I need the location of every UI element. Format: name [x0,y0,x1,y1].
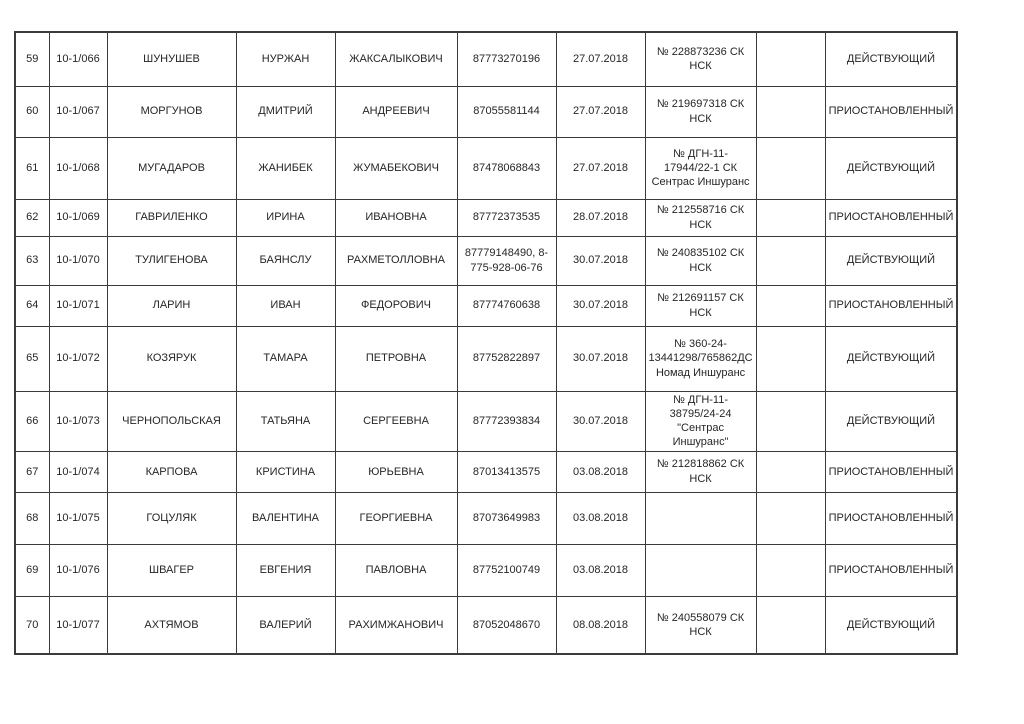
cell-phone: 87055581144 [457,86,556,137]
cell-phone: 87773270196 [457,32,556,86]
cell-status: ДЕЙСТВУЮЩИЙ [825,137,957,199]
cell-empty-note [756,236,825,285]
cell-insurance-contract [645,492,756,544]
cell-registry-id: 10-1/075 [49,492,107,544]
cell-empty-note [756,451,825,492]
cell-phone: 87772393834 [457,391,556,451]
cell-insurance-contract: № 212558716 СК НСК [645,199,756,236]
cell-date: 27.07.2018 [556,86,645,137]
table-row [15,285,957,326]
cell-empty-note [756,137,825,199]
cell-row-number: 64 [15,285,49,326]
cell-last-name: ШУНУШЕВ [107,32,236,86]
cell-status: ДЕЙСТВУЮЩИЙ [825,391,957,451]
cell-status: ПРИОСТАНОВЛЕННЫЙ [825,86,957,137]
cell-patronymic: ПЕТРОВНА [335,326,457,391]
cell-insurance-contract: № 219697318 СК НСК [645,86,756,137]
cell-date: 03.08.2018 [556,451,645,492]
cell-last-name: ГАВРИЛЕНКО [107,199,236,236]
cell-phone: 87779148490, 8-775-928-06-76 [457,236,556,285]
cell-row-number: 69 [15,544,49,596]
cell-insurance-contract: № 360-24-13441298/765862ДС Номад Иншуранс [645,326,756,391]
cell-last-name: ЛАРИН [107,285,236,326]
table-row [15,326,957,391]
cell-insurance-contract: № ДГН-11-38795/24-24 "Сентрас Иншуранс" [645,391,756,451]
cell-patronymic: СЕРГЕЕВНА [335,391,457,451]
cell-first-name: ВАЛЕНТИНА [236,492,335,544]
cell-date: 30.07.2018 [556,285,645,326]
cell-first-name: КРИСТИНА [236,451,335,492]
cell-status: ПРИОСТАНОВЛЕННЫЙ [825,544,957,596]
table-row [15,391,957,451]
cell-registry-id: 10-1/073 [49,391,107,451]
cell-first-name: ЕВГЕНИЯ [236,544,335,596]
cell-registry-id: 10-1/069 [49,199,107,236]
cell-registry-id: 10-1/071 [49,285,107,326]
cell-first-name: БАЯНСЛУ [236,236,335,285]
cell-phone: 87073649983 [457,492,556,544]
registry-table [14,31,958,655]
cell-registry-id: 10-1/074 [49,451,107,492]
cell-phone: 87752100749 [457,544,556,596]
cell-first-name: ЖАНИБЕК [236,137,335,199]
cell-first-name: ТАТЬЯНА [236,391,335,451]
cell-row-number: 68 [15,492,49,544]
cell-empty-note [756,86,825,137]
cell-row-number: 59 [15,32,49,86]
cell-registry-id: 10-1/070 [49,236,107,285]
cell-first-name: ВАЛЕРИЙ [236,596,335,654]
cell-row-number: 67 [15,451,49,492]
cell-status: ПРИОСТАНОВЛЕННЫЙ [825,492,957,544]
cell-date: 03.08.2018 [556,544,645,596]
cell-registry-id: 10-1/077 [49,596,107,654]
cell-patronymic: ФЕДОРОВИЧ [335,285,457,326]
cell-empty-note [756,199,825,236]
cell-insurance-contract: № 240835102 СК НСК [645,236,756,285]
cell-phone: 87052048670 [457,596,556,654]
table-row [15,451,957,492]
table-row [15,32,957,86]
cell-empty-note [756,285,825,326]
cell-last-name: МОРГУНОВ [107,86,236,137]
cell-date: 30.07.2018 [556,391,645,451]
table-row [15,137,957,199]
cell-last-name: КАРПОВА [107,451,236,492]
cell-status: ДЕЙСТВУЮЩИЙ [825,596,957,654]
cell-registry-id: 10-1/072 [49,326,107,391]
cell-empty-note [756,596,825,654]
cell-date: 27.07.2018 [556,137,645,199]
cell-phone: 87772373535 [457,199,556,236]
cell-patronymic: ГЕОРГИЕВНА [335,492,457,544]
cell-patronymic: АНДРЕЕВИЧ [335,86,457,137]
cell-row-number: 70 [15,596,49,654]
cell-patronymic: РАХМЕТОЛЛОВНА [335,236,457,285]
cell-date: 03.08.2018 [556,492,645,544]
cell-empty-note [756,391,825,451]
cell-last-name: МУГАДАРОВ [107,137,236,199]
cell-patronymic: ЮРЬЕВНА [335,451,457,492]
cell-insurance-contract: № 212691157 СК НСК [645,285,756,326]
cell-patronymic: ИВАНОВНА [335,199,457,236]
cell-row-number: 60 [15,86,49,137]
cell-row-number: 62 [15,199,49,236]
cell-empty-note [756,326,825,391]
cell-last-name: КОЗЯРУК [107,326,236,391]
cell-registry-id: 10-1/068 [49,137,107,199]
table-row [15,596,957,654]
cell-insurance-contract [645,544,756,596]
cell-first-name: ТАМАРА [236,326,335,391]
cell-empty-note [756,544,825,596]
cell-status: ПРИОСТАНОВЛЕННЫЙ [825,451,957,492]
cell-date: 27.07.2018 [556,32,645,86]
cell-last-name: ШВАГЕР [107,544,236,596]
cell-row-number: 63 [15,236,49,285]
cell-date: 08.08.2018 [556,596,645,654]
table-row [15,492,957,544]
table-row [15,86,957,137]
table-row [15,236,957,285]
cell-last-name: ТУЛИГЕНОВА [107,236,236,285]
cell-first-name: ИВАН [236,285,335,326]
cell-row-number: 65 [15,326,49,391]
cell-status: ПРИОСТАНОВЛЕННЫЙ [825,199,957,236]
cell-date: 30.07.2018 [556,326,645,391]
cell-status: ПРИОСТАНОВЛЕННЫЙ [825,285,957,326]
cell-empty-note [756,32,825,86]
cell-phone: 87752822897 [457,326,556,391]
cell-status: ДЕЙСТВУЮЩИЙ [825,236,957,285]
cell-date: 28.07.2018 [556,199,645,236]
table-row [15,544,957,596]
cell-insurance-contract: № ДГН-11-17944/22-1 СК Сентрас Иншуранс [645,137,756,199]
cell-patronymic: ПАВЛОВНА [335,544,457,596]
cell-insurance-contract: № 212818862 СК НСК [645,451,756,492]
cell-date: 30.07.2018 [556,236,645,285]
cell-row-number: 61 [15,137,49,199]
cell-insurance-contract: № 228873236 СК НСК [645,32,756,86]
cell-phone: 87774760638 [457,285,556,326]
cell-first-name: ИРИНА [236,199,335,236]
cell-first-name: НУРЖАН [236,32,335,86]
cell-last-name: АХТЯМОВ [107,596,236,654]
cell-insurance-contract: № 240558079 СК НСК [645,596,756,654]
cell-status: ДЕЙСТВУЮЩИЙ [825,32,957,86]
cell-phone: 87013413575 [457,451,556,492]
cell-phone: 87478068843 [457,137,556,199]
cell-row-number: 66 [15,391,49,451]
cell-first-name: ДМИТРИЙ [236,86,335,137]
cell-registry-id: 10-1/066 [49,32,107,86]
cell-last-name: ГОЦУЛЯК [107,492,236,544]
cell-registry-id: 10-1/076 [49,544,107,596]
table-row [15,199,957,236]
registry-table-body [15,32,957,654]
cell-registry-id: 10-1/067 [49,86,107,137]
cell-last-name: ЧЕРНОПОЛЬСКАЯ [107,391,236,451]
cell-patronymic: РАХИМЖАНОВИЧ [335,596,457,654]
cell-empty-note [756,492,825,544]
cell-patronymic: ЖУМАБЕКОВИЧ [335,137,457,199]
cell-patronymic: ЖАКСАЛЫКОВИЧ [335,32,457,86]
cell-status: ДЕЙСТВУЮЩИЙ [825,326,957,391]
